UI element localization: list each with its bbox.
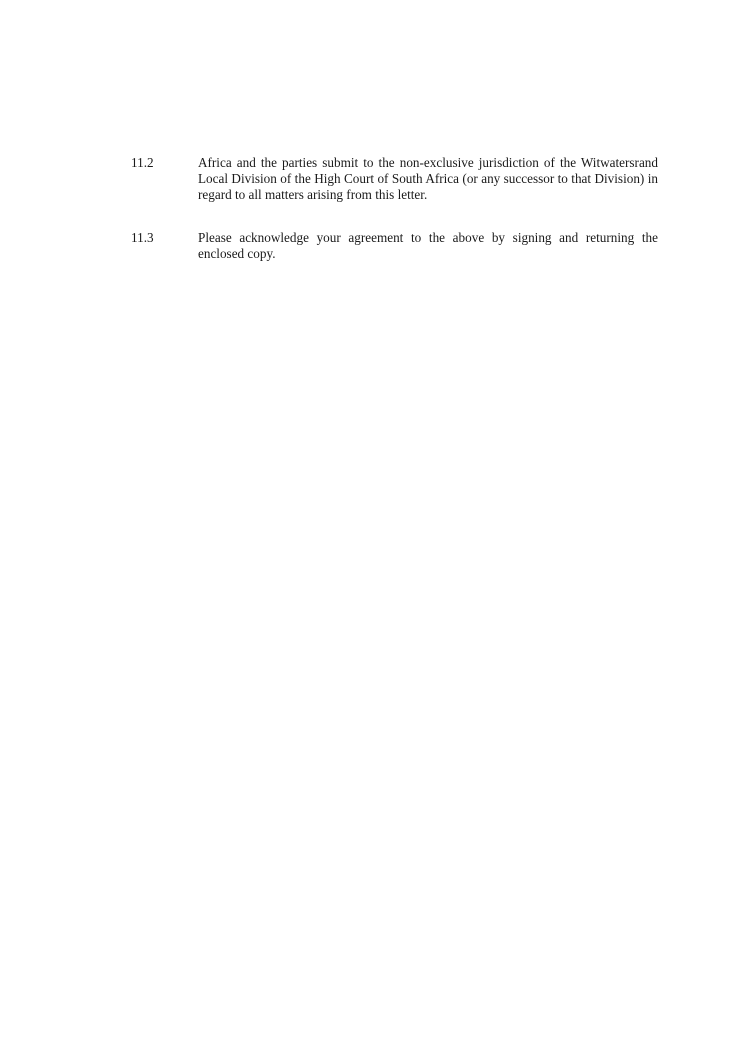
clause-text: Please acknowledge your agreement to the above by signing and returning the enclosed copy. — [198, 230, 658, 261]
clause-11-3 — [131, 230, 671, 264]
clause-number: 11.2 — [131, 155, 154, 170]
clause-11-2 — [131, 155, 671, 205]
clause-number: 11.3 — [131, 230, 154, 245]
clause-text: Africa and the parties submit to the non-exclusive jurisdiction of the Witwatersrand Local Division of the High Court of South Africa (or any successor to that Division) in regard to all matters arising from this letter. — [198, 155, 658, 202]
